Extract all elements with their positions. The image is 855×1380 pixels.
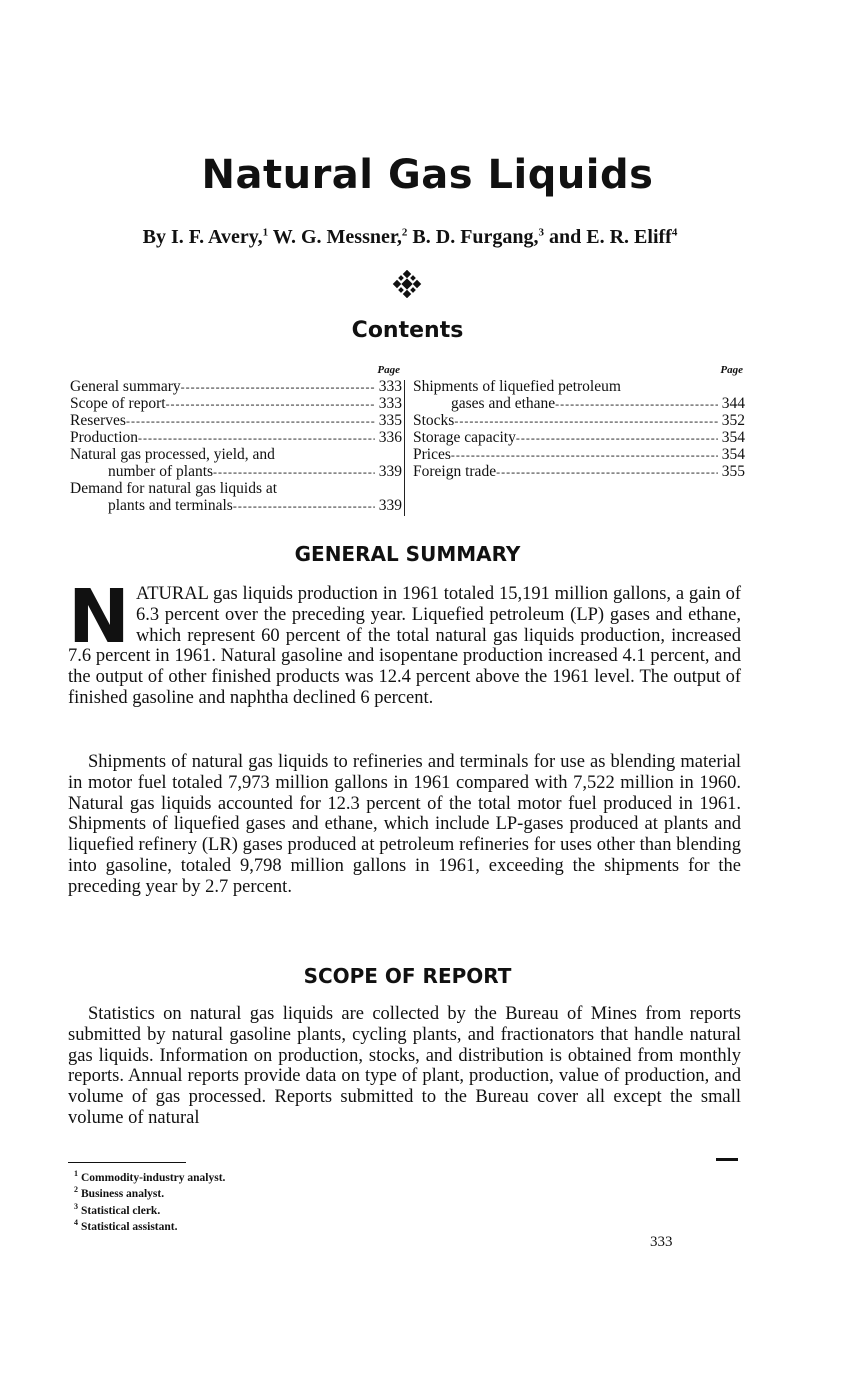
toc-left-column xyxy=(70,362,402,514)
toc-entry[interactable] xyxy=(413,412,745,429)
toc-entry[interactable] xyxy=(70,378,402,395)
toc-entry-page: 355 xyxy=(721,463,745,480)
page-number: 333 xyxy=(650,1234,673,1250)
toc-entry-page: 336 xyxy=(378,429,402,446)
toc-leader xyxy=(555,395,718,412)
footnote-text: Commodity-industry analyst. xyxy=(81,1171,226,1184)
author-2-footnote-mark: 2 xyxy=(401,226,408,239)
author-4-name: and E. R. Eliff xyxy=(544,226,672,248)
contents-heading: Contents xyxy=(351,318,464,343)
toc-entry-label: Foreign trade xyxy=(413,463,497,480)
toc-entry-label-line1: Natural gas processed, yield, and xyxy=(70,446,275,463)
toc-page-label: Page xyxy=(377,364,400,376)
general-summary-paragraph-1 xyxy=(68,574,741,709)
author-3-name: B. D. Furgang, xyxy=(407,226,539,248)
toc-entry-label: plants and terminals xyxy=(108,497,233,514)
toc-entry-label: General summary xyxy=(70,378,181,395)
author-4 xyxy=(544,226,677,248)
toc-entry-page: 354 xyxy=(721,446,745,463)
footnote-text: Statistical assistant. xyxy=(81,1221,178,1234)
toc-leader xyxy=(181,378,375,395)
toc-leader xyxy=(496,463,718,480)
toc-entry-label: Scope of report xyxy=(70,395,166,412)
general-summary-paragraph-2 xyxy=(68,752,741,898)
toc-entry[interactable] xyxy=(70,412,402,429)
footnote-rule xyxy=(68,1162,186,1163)
toc-leader xyxy=(454,412,717,429)
toc-column-divider xyxy=(404,380,405,516)
toc-entry[interactable] xyxy=(70,480,402,514)
toc-leader xyxy=(233,497,375,514)
toc-entry-page: 352 xyxy=(721,412,745,429)
toc-leader xyxy=(126,412,375,429)
toc-entry-label-line1: Shipments of liquefied petroleum xyxy=(413,378,621,395)
toc-page-label: Page xyxy=(720,364,743,376)
toc-entry-page: 354 xyxy=(721,429,745,446)
toc-leader xyxy=(138,429,375,446)
author-2-name: W. G. Messner, xyxy=(268,226,402,248)
toc-entry-page: 344 xyxy=(721,395,745,412)
toc-entry-page: 339 xyxy=(378,463,402,480)
footnote-text: Statistical clerk. xyxy=(81,1204,161,1217)
toc-right-column xyxy=(413,362,745,480)
toc-entry[interactable] xyxy=(413,446,745,463)
toc-leader xyxy=(516,429,718,446)
page-title: Natural Gas Liquids xyxy=(201,152,654,198)
toc-entry[interactable] xyxy=(70,429,402,446)
paragraph-text: Statistics on natural gas liquids are collected by the Bureau of Mines from reports submitted by natural gasoline plants, cycling plants, and fractionators that handle natural gas liquids. Information on production, stocks, and distribution is obtained from monthly reports. Annual reports provide data on type of plant, production, value of production, and volume of gas processed. Reports submitted to the Bureau cover all except the small volume of natural xyxy=(68,1004,741,1128)
toc-entry[interactable] xyxy=(70,395,402,412)
footnote xyxy=(74,1217,225,1233)
toc-entry-label: Prices xyxy=(413,446,451,463)
toc-entry[interactable] xyxy=(70,446,402,480)
author-3-footnote-mark: 3 xyxy=(538,226,545,239)
author-2 xyxy=(268,226,407,248)
author-1-footnote-mark: 1 xyxy=(262,226,269,239)
toc-entry-label: gases and ethane xyxy=(451,395,556,412)
toc-leader xyxy=(213,463,375,480)
author-4-footnote-mark: 4 xyxy=(671,226,678,239)
toc-entry-label: Production xyxy=(70,429,139,446)
toc-entry-label-line1: Demand for natural gas liquids at xyxy=(70,480,278,497)
toc-leader xyxy=(166,395,375,412)
toc-entry[interactable] xyxy=(413,463,745,480)
footnote-mark: 1 xyxy=(74,1169,78,1178)
continuation-mark xyxy=(716,1158,738,1161)
author-1 xyxy=(143,226,269,248)
toc-entry-label: Storage capacity xyxy=(413,429,516,446)
author-1-name: By I. F. Avery, xyxy=(142,226,263,248)
footnote-mark: 3 xyxy=(74,1201,78,1211)
toc-entry[interactable] xyxy=(413,429,745,446)
footnotes xyxy=(74,1168,225,1234)
paragraph-text: Shipments of natural gas liquids to refineries and terminals for use as blending material in motor fuel totaled 7,973 million gallons in 1961 compared with 7,522 million in 1960. Natural gas liquids accounted for 12.3 percent of the total motor fuel produced in 1961. Shipments of liquefied gases and ethane, which include LP-gases produced at plants and liquefied refinery (LR) gases produced at petroleum refineries for uses other than blending into gasoline, totaled 9,798 million gallons in 1961, exceeding the shipments for the preceding year by 2.7 percent. xyxy=(68,752,741,897)
toc-entry-page: 335 xyxy=(378,412,402,429)
toc-leader xyxy=(451,446,718,463)
author-line xyxy=(0,226,820,249)
toc-entry[interactable] xyxy=(413,378,745,412)
general-summary-heading: GENERAL SUMMARY xyxy=(294,542,521,566)
footnote-text: Business analyst. xyxy=(81,1188,165,1201)
toc-entry-label: number of plants xyxy=(108,463,214,480)
footnote xyxy=(74,1184,225,1200)
paragraph-text: ATURAL gas liquids production in 1961 totaled 15,191 million gallons, a gain of 6.3 percent over the preceding year. Liquefied petroleum (LP) gases and ethane, which represent 60 percent of the total natural gas liquids production, increased 7.6 percent in 1961. Natural gasoline and isopentane production increased 4.1 percent, and the output of other finished products was 12.4 percent above the 1961 level. The output of finished gasoline and naphtha declined 6 percent. xyxy=(68,584,741,708)
toc-entry-page: 339 xyxy=(378,497,402,514)
drop-cap: N xyxy=(68,574,130,660)
toc-entry-page: 333 xyxy=(378,378,402,395)
footnote xyxy=(74,1168,225,1184)
diamond-ornament-icon xyxy=(392,270,422,298)
toc-entry-label: Reserves xyxy=(70,412,126,429)
footnote-mark: 4 xyxy=(74,1218,78,1228)
footnote xyxy=(74,1201,225,1217)
footnote-mark: 2 xyxy=(74,1185,78,1195)
author-3 xyxy=(407,226,544,248)
scope-of-report-heading: SCOPE OF REPORT xyxy=(303,964,512,988)
scope-of-report-paragraph xyxy=(68,1004,741,1129)
toc-entry-page: 333 xyxy=(378,395,402,412)
toc-entry-label: Stocks xyxy=(413,412,455,429)
